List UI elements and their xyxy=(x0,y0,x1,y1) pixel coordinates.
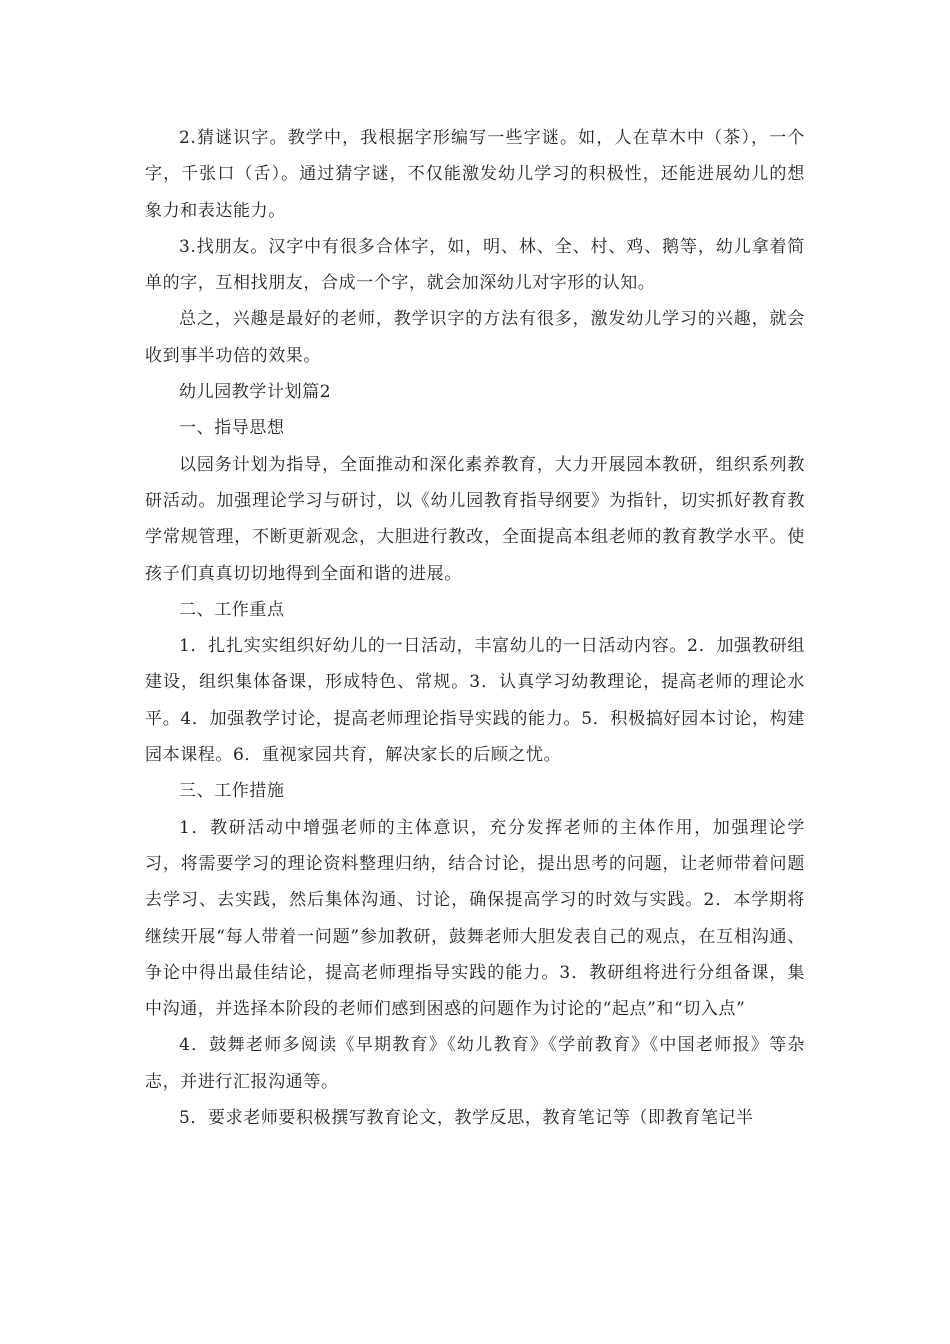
heading-work-focus: 二、工作重点 xyxy=(179,599,285,620)
paragraph-work-focus: 1．扎扎实实组织好幼儿的一日活动，丰富幼儿的一日活动内容。2．加强教研组建设，组织集体备课，形成特色、常规。3．认真学习幼教理论，提高老师的理论水平。4．加强教学讨论，提高老师理论指导实践的能力。5．积极搞好园本讨论，构建园本课程。6．重视家园共育，解决家长的后顾之忧。 xyxy=(145,636,805,766)
document-body xyxy=(145,120,805,1136)
paragraph-measure-1-3: 1．教研活动中增强老师的主体意识，充分发挥老师的主体作用，加强理论学习，将需要学习的理论资料整理归纳，结合讨论，提出思考的问题，让老师带着问题去学习、去实践，然后集体沟通、讨论，确保提高学习的时效与实践。2．本学期将继续开展“每人带着一问题”参加教研，鼓舞老师大胆发表自己的观点，在互相沟通、争论中得出最佳结论，提高老师理指导实践的能力。3．教研组将进行分组备课，集中沟通，并选择本阶段的老师们感到困惑的问题作为讨论的“起点”和“切入点” xyxy=(145,817,805,1020)
paragraph-riddle-literacy: 2.猜谜识字。教学中，我根据字形编写一些字谜。如，人在草木中（茶），一个字，千张口（舌）。通过猜字谜，不仅能激发幼儿学习的积极性，还能进展幼儿的想象力和表达能力。 xyxy=(145,128,805,221)
paragraph-guiding-ideology: 以园务计划为指导，全面推动和深化素养教育，大力开展园本教研，组织系列教研活动。加强理论学习与研讨，以《幼儿园教育指导纲要》为指针，切实抓好教育教学常规管理，不断更新观念，大胆进行教改，全面提高本组老师的教育教学水平。使孩子们真真切切地得到全面和谐的进展。 xyxy=(145,454,805,584)
paragraph-measure-4: 4．鼓舞老师多阅读《早期教育》《幼儿教育》《学前教育》《中国老师报》等杂志，并进行汇报沟通等。 xyxy=(145,1035,805,1092)
heading-work-measures: 三、工作措施 xyxy=(179,781,285,802)
paragraph-find-friends: 3.找朋友。汉字中有很多合体字，如，明、林、全、村、鸡、鹅等，幼儿拿着简单的字，互相找朋友，合成一个字，就会加深幼儿对字形的认知。 xyxy=(145,236,805,294)
section-title: 幼儿园教学计划篇2 xyxy=(179,382,332,403)
heading-guiding-ideology: 一、指导思想 xyxy=(179,418,285,439)
paragraph-summary: 总之，兴趣是最好的老师，教学识字的方法有很多，激发幼儿学习的兴趣，就会收到事半功倍的效果。 xyxy=(145,309,805,366)
paragraph-measure-5: 5．要求老师要积极撰写教育论文，教学反思，教育笔记等（即教育笔记半 xyxy=(179,1108,754,1129)
